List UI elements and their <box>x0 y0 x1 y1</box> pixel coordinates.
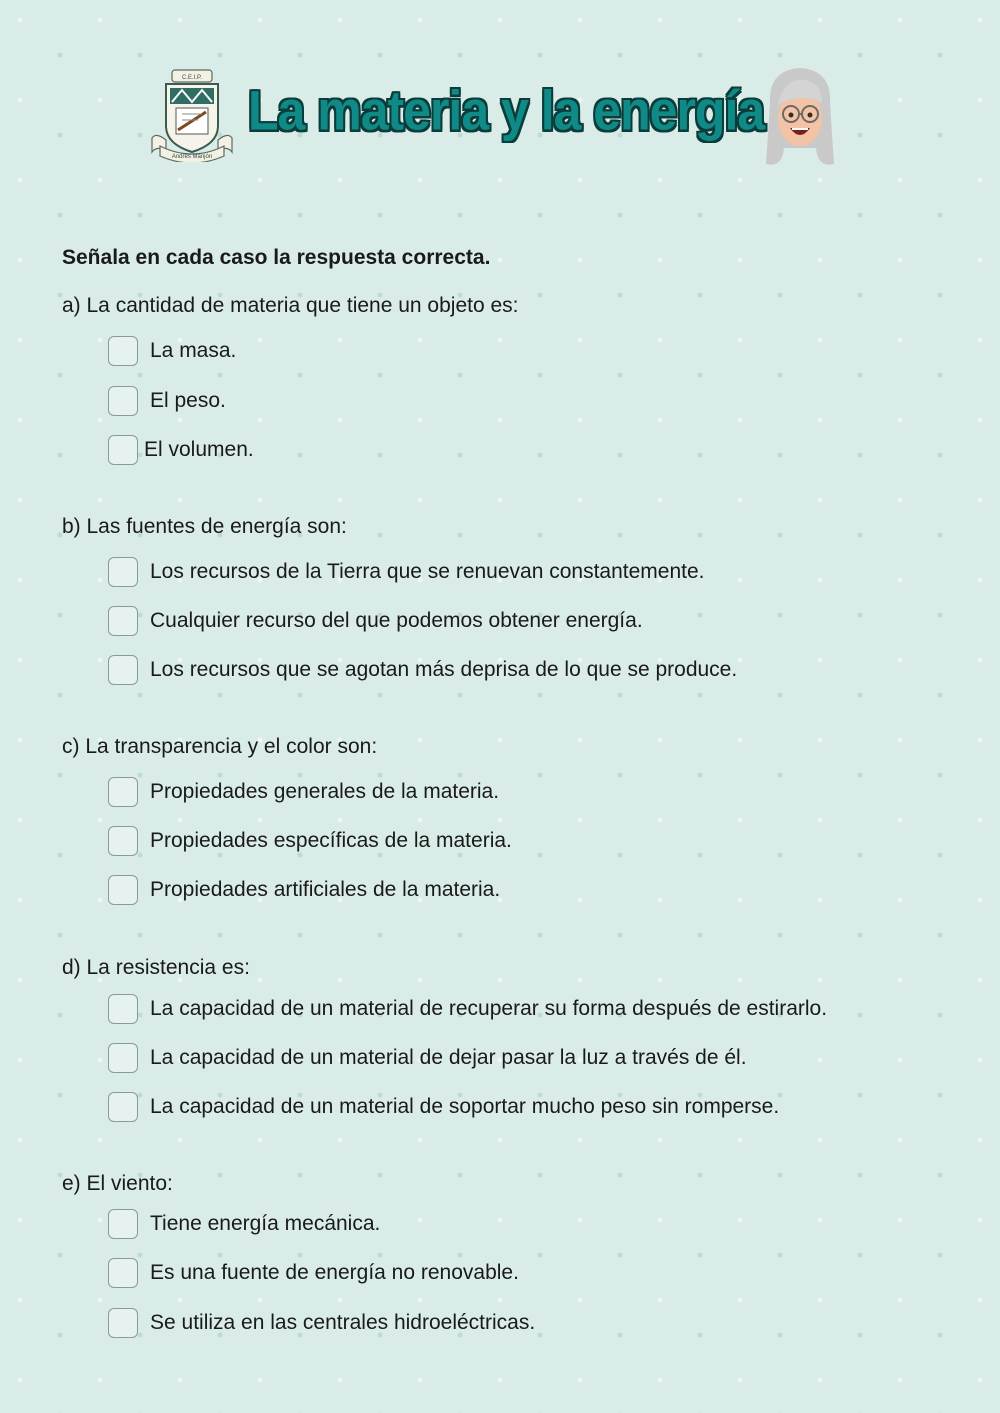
avatar <box>760 64 840 168</box>
checkbox[interactable] <box>108 777 138 807</box>
option-text: Se utiliza en las centrales hidroeléctricas. <box>150 1311 536 1334</box>
checkbox[interactable] <box>108 1209 138 1239</box>
checkbox[interactable] <box>108 435 138 465</box>
option-text: Propiedades generales de la materia. <box>150 780 500 803</box>
checkbox[interactable] <box>108 1308 138 1338</box>
option-text: Los recursos que se agotan más deprisa de lo que se produce. <box>150 658 738 681</box>
option-text: Propiedades específicas de la materia. <box>150 829 512 852</box>
option-text: Cualquier recurso del que podemos obtener energía. <box>150 609 643 632</box>
checkbox[interactable] <box>108 655 138 685</box>
checkbox[interactable] <box>108 994 138 1024</box>
question-b-label: b) Las fuentes de energía son: <box>62 515 347 538</box>
question-c-label: c) La transparencia y el color son: <box>62 735 378 758</box>
option-text: La capacidad de un material de recuperar su forma después de estirarlo. <box>150 997 828 1020</box>
checkbox[interactable] <box>108 1092 138 1122</box>
checkbox[interactable] <box>108 1043 138 1073</box>
instruction-text: Señala en cada caso la respuesta correcta. <box>62 246 491 269</box>
checkbox[interactable] <box>108 875 138 905</box>
checkbox[interactable] <box>108 606 138 636</box>
option-text: Los recursos de la Tierra que se renuevan constantemente. <box>150 560 705 583</box>
school-logo <box>146 66 238 162</box>
page-title: La materia y la energía <box>248 79 765 142</box>
checkbox[interactable] <box>108 557 138 587</box>
option-text: Es una fuente de energía no renovable. <box>150 1261 519 1284</box>
logo-text-top: C.E.I.P. <box>182 75 202 81</box>
option-text: La capacidad de un material de soportar mucho peso sin romperse. <box>150 1095 780 1118</box>
option-text: Propiedades artificiales de la materia. <box>150 878 501 901</box>
option-text: La masa. <box>150 339 237 362</box>
checkbox[interactable] <box>108 826 138 856</box>
question-a-label: a) La cantidad de materia que tiene un objeto es: <box>62 294 519 317</box>
checkbox[interactable] <box>108 386 138 416</box>
logo-text-bottom: Andrés Manjón <box>171 154 213 160</box>
question-d-label: d) La resistencia es: <box>62 956 250 979</box>
header <box>0 0 1000 200</box>
question-e-label: e) El viento: <box>62 1172 173 1195</box>
option-text: El volumen. <box>144 438 254 461</box>
option-text: La capacidad de un material de dejar pasar la luz a través de él. <box>150 1046 747 1069</box>
checkbox[interactable] <box>108 336 138 366</box>
checkbox[interactable] <box>108 1258 138 1288</box>
option-text: Tiene energía mecánica. <box>150 1212 381 1235</box>
option-text: El peso. <box>150 389 226 412</box>
